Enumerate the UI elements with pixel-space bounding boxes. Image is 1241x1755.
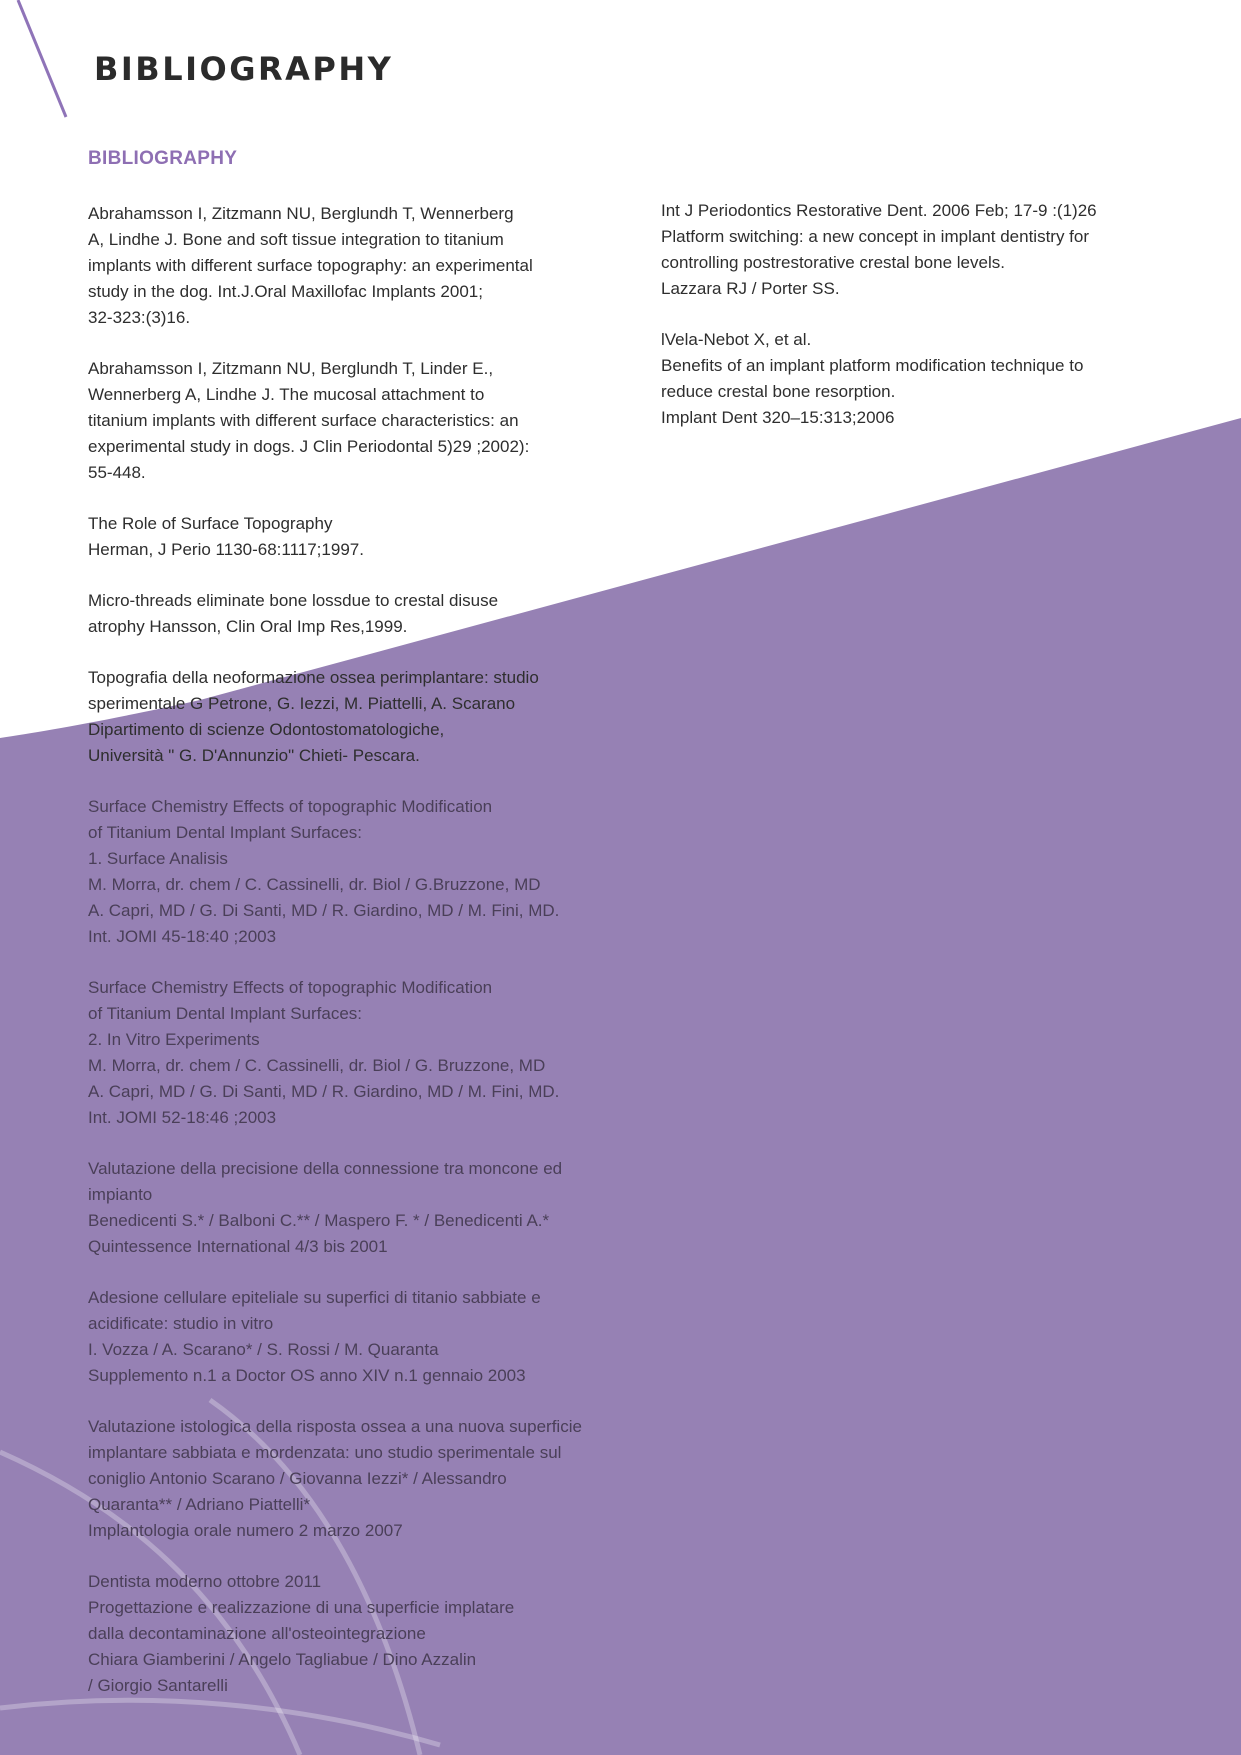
reference-line: 32-323:(3)16. <box>88 308 191 327</box>
reference-line: Lazzara RJ / Porter SS. <box>661 279 840 298</box>
reference-line: impianto <box>88 1185 153 1204</box>
reference-line: Università " G. D'Annunzio" Chieti- Pescara. <box>88 746 420 765</box>
bibliography-entry <box>88 511 628 563</box>
bibliography-entry <box>88 1414 628 1544</box>
bibliography-entry <box>88 1569 628 1699</box>
reference-line: Valutazione della precisione della connessione tra moncone ed <box>88 1159 563 1178</box>
reference-line: Progettazione e realizzazione di una superficie implatare <box>88 1598 515 1617</box>
reference-line: Implant Dent 320–15:313;2006 <box>661 408 895 427</box>
reference-line: controlling postrestorative crestal bone levels. <box>661 253 1005 272</box>
reference-line: Int. JOMI 52-18:46 ;2003 <box>88 1108 277 1127</box>
bibliography-entry <box>88 1156 628 1260</box>
bibliography-entry <box>88 588 628 640</box>
reference-line: The Role of Surface Topography <box>88 514 333 533</box>
reference-line: Dentista moderno ottobre 2011 <box>88 1572 322 1591</box>
reference-line: of Titanium Dental Implant Surfaces: <box>88 1004 363 1023</box>
reference-line: M. Morra, dr. chem / C. Cassinelli, dr. Biol / G. Bruzzone, MD <box>88 1056 546 1075</box>
reference-line: Int. JOMI 45-18:40 ;2003 <box>88 927 277 946</box>
section-heading: BIBLIOGRAPHY <box>88 148 238 169</box>
bibliography-entry <box>88 356 628 486</box>
reference-line: Topografia della neoformazione ossea perimplantare: studio <box>88 668 539 687</box>
bibliography-entry <box>661 327 1161 431</box>
reference-line: sperimentale G Petrone, G. Iezzi, M. Piattelli, A. Scarano <box>88 694 516 713</box>
reference-line: study in the dog. Int.J.Oral Maxillofac Implants 2001; <box>88 282 483 301</box>
bibliography-entry <box>88 665 628 769</box>
reference-line: Int J Periodontics Restorative Dent. 2006 Feb; 17-9 :(1)26 <box>661 201 1097 220</box>
reference-line: of Titanium Dental Implant Surfaces: <box>88 823 363 842</box>
bibliography-entry <box>661 198 1161 302</box>
reference-line: acidificate: studio in vitro <box>88 1314 274 1333</box>
reference-line: reduce crestal bone resorption. <box>661 382 896 401</box>
bibliography-entry <box>88 1285 628 1389</box>
reference-line: implants with different surface topography: an experimental <box>88 256 533 275</box>
reference-line: Quaranta** / Adriano Piattelli* <box>88 1495 311 1514</box>
reference-line: 2. In Vitro Experiments <box>88 1030 260 1049</box>
reference-line: I. Vozza / A. Scarano* / S. Rossi / M. Quaranta <box>88 1340 439 1359</box>
reference-line: Chiara Giamberini / Angelo Tagliabue / Dino Azzalin <box>88 1650 477 1669</box>
bibliography-entry <box>88 201 628 331</box>
reference-line: Valutazione istologica della risposta ossea a una nuova superficie <box>88 1417 582 1436</box>
reference-line: A, Lindhe J. Bone and soft tissue integration to titanium <box>88 230 504 249</box>
reference-line: Surface Chemistry Effects of topographic Modification <box>88 797 493 816</box>
reference-line: Abrahamsson I, Zitzmann NU, Berglundh T, Wennerberg <box>88 204 514 223</box>
reference-line: A. Capri, MD / G. Di Santi, MD / R. Giardino, MD / M. Fini, MD. <box>88 901 560 920</box>
reference-line: Quintessence International 4/3 bis 2001 <box>88 1237 388 1256</box>
bibliography-right-column <box>661 198 1161 456</box>
reference-line: / Giorgio Santarelli <box>88 1676 228 1695</box>
reference-line: Surface Chemistry Effects of topographic Modification <box>88 978 493 997</box>
reference-line: 1. Surface Analisis <box>88 849 228 868</box>
reference-line: Adesione cellulare epiteliale su superfici di titanio sabbiate e <box>88 1288 541 1307</box>
reference-line: Benedicenti S.* / Balboni C.** / Maspero F. * / Benedicenti A.* <box>88 1211 550 1230</box>
bibliography-entry <box>88 794 628 950</box>
reference-line: Herman, J Perio 1130-68:1117;1997. <box>88 540 364 559</box>
reference-line: implantare sabbiata e mordenzata: uno studio sperimentale sul <box>88 1443 562 1462</box>
reference-line: lVela-Nebot X, et al. <box>661 330 812 349</box>
reference-line: coniglio Antonio Scarano / Giovanna Iezzi* / Alessandro <box>88 1469 507 1488</box>
reference-line: Platform switching: a new concept in implant dentistry for <box>661 227 1090 246</box>
reference-line: Dipartimento di scienze Odontostomatologiche, <box>88 720 445 739</box>
reference-line: Implantologia orale numero 2 marzo 2007 <box>88 1521 403 1540</box>
reference-line: Wennerberg A, Lindhe J. The mucosal attachment to <box>88 385 485 404</box>
reference-line: experimental study in dogs. J Clin Periodontal 5)29 ;2002): <box>88 437 530 456</box>
bibliography-left-column <box>88 201 628 1724</box>
reference-line: Micro-threads eliminate bone lossdue to crestal disuse <box>88 591 499 610</box>
reference-line: Supplemento n.1 a Doctor OS anno XIV n.1 gennaio 2003 <box>88 1366 526 1385</box>
bibliography-entry <box>88 975 628 1131</box>
reference-line: dalla decontaminazione all'osteointegrazione <box>88 1624 426 1643</box>
reference-line: titanium implants with different surface characteristics: an <box>88 411 519 430</box>
reference-line: Benefits of an implant platform modification technique to <box>661 356 1084 375</box>
reference-line: A. Capri, MD / G. Di Santi, MD / R. Giardino, MD / M. Fini, MD. <box>88 1082 560 1101</box>
reference-line: 55-448. <box>88 463 146 482</box>
reference-line: M. Morra, dr. chem / C. Cassinelli, dr. Biol / G.Bruzzone, MD <box>88 875 541 894</box>
reference-line: Abrahamsson I, Zitzmann NU, Berglundh T, Linder E., <box>88 359 494 378</box>
reference-line: atrophy Hansson, Clin Oral Imp Res,1999. <box>88 617 408 636</box>
page-title: BIBLIOGRAPHY <box>94 50 394 88</box>
